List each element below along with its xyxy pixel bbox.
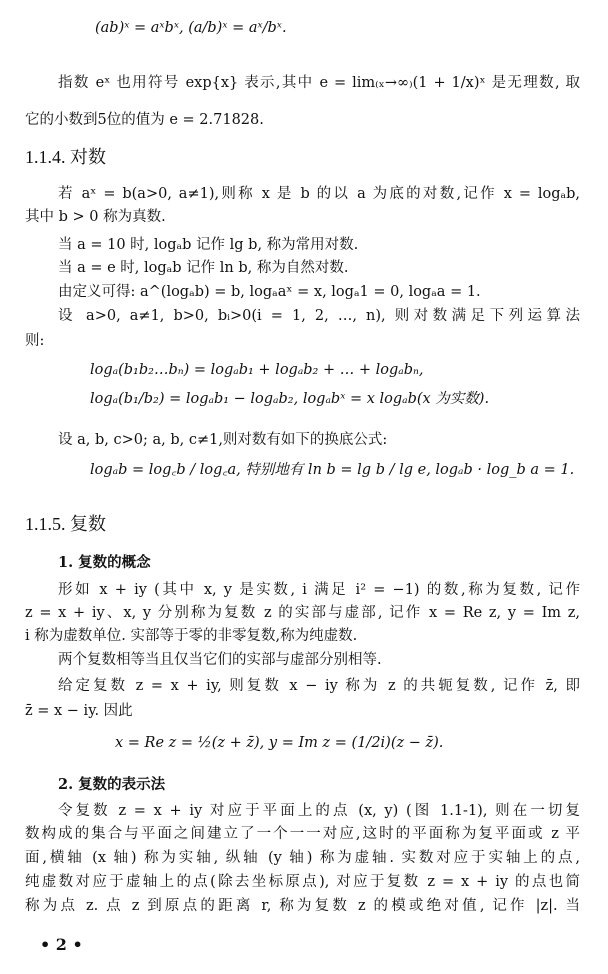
paragraph-line: 称为点 z. 点 z 到原点的距离 r, 称为复数 z 的模或绝对值, 记作 |z|. 当: [25, 898, 580, 914]
formula-change-of-base: logₐb = log꜀b / log꜀a, 特别地有 ln b = lg b / lg e, logₐb · log_b a = 1.: [90, 462, 575, 478]
paragraph-line: 它的小数到5位的值为 e = 2.71828.: [25, 112, 264, 128]
formula-log-quotient: logₐ(b₁/b₂) = logₐb₁ − logₐb₂, logₐbˣ = x logₐb(x 为实数).: [90, 391, 490, 407]
paragraph-line: 数构成的集合与平面之间建立了一个一一对应,这时的平面称为复平面或 z 平: [25, 826, 580, 842]
paragraph-line: z = x + iy、x, y 分别称为复数 z 的实部与虚部, 记作 x = Re z, y = Im z,: [25, 605, 580, 621]
paragraph-line: 其中 b > 0 称为真数.: [25, 209, 166, 225]
paragraph-line: 给定复数 z = x + iy, 则复数 x − iy 称为 z 的共轭复数, 记作 z̄, 即: [58, 678, 580, 694]
subsection-heading: 1. 复数的概念: [58, 554, 151, 571]
paragraph-line: 由定义可得: a^(logₐb) = b, logₐaˣ = x, logₐ1 = 0, logₐa = 1.: [58, 284, 481, 300]
paragraph-line: 若 aˣ = b(a>0, a≠1),则称 x 是 b 的以 a 为底的对数,记作 x = logₐb,: [58, 186, 580, 202]
paragraph-line: 形如 x + iy (其中 x, y 是实数, i 满足 i² = −1) 的数,称为复数, 记作: [58, 582, 580, 598]
paragraph-line: 令复数 z = x + iy 对应于平面上的点 (x, y) (图 1.1-1), 则在一切复: [58, 803, 580, 819]
paragraph-line: 则:: [25, 333, 45, 349]
paragraph-line: 纯虚数对应于虚轴上的点(除去坐标原点), 对应于复数 z = x + iy 的点也简: [25, 874, 580, 890]
paragraph-line: 当 a = e 时, logₐb 记作 ln b, 称为自然对数.: [58, 260, 349, 276]
paragraph-line: 设 a>0, a≠1, b>0, bᵢ>0(i = 1, 2, …, n), 则对数满足下列运算法: [58, 308, 580, 324]
formula-real-imag-parts: x = Re z = ½(z + z̄), y = Im z = (1/2i)(z − z̄).: [115, 735, 444, 751]
paragraph-line: i 称为虚数单位. 实部等于零的非零复数,称为纯虚数.: [25, 628, 358, 644]
paragraph-line: 两个复数相等当且仅当它们的实部与虚部分别相等.: [58, 652, 382, 668]
formula-exponent-rules: (ab)ˣ = aˣbˣ, (a/b)ˣ = aˣ/bˣ.: [95, 20, 287, 36]
subsection-heading: 2. 复数的表示法: [58, 776, 166, 793]
paragraph-line: z̄ = x − iy. 因此: [25, 703, 133, 719]
section-heading-logarithm: 1.1.4. 对数: [25, 147, 106, 167]
paragraph-line: 指数 eˣ 也用符号 exp{x} 表示,其中 e = lim₍ₓ→∞₎(1 + 1/x)ˣ 是无理数, 取: [58, 75, 580, 91]
page-number: • 2 •: [40, 935, 83, 954]
paragraph-line: 当 a = 10 时, logₐb 记作 lg b, 称为常用对数.: [58, 237, 359, 253]
paragraph-line: 设 a, b, c>0; a, b, c≠1,则对数有如下的换底公式:: [58, 432, 388, 448]
paragraph-line: 面,横轴 (x 轴) 称为实轴, 纵轴 (y 轴) 称为虚轴. 实数对应于实轴上的点,: [25, 850, 580, 866]
formula-log-product: logₐ(b₁b₂…bₙ) = logₐb₁ + logₐb₂ + … + logₐbₙ,: [90, 362, 424, 378]
section-heading-complex-numbers: 1.1.5. 复数: [25, 514, 106, 534]
